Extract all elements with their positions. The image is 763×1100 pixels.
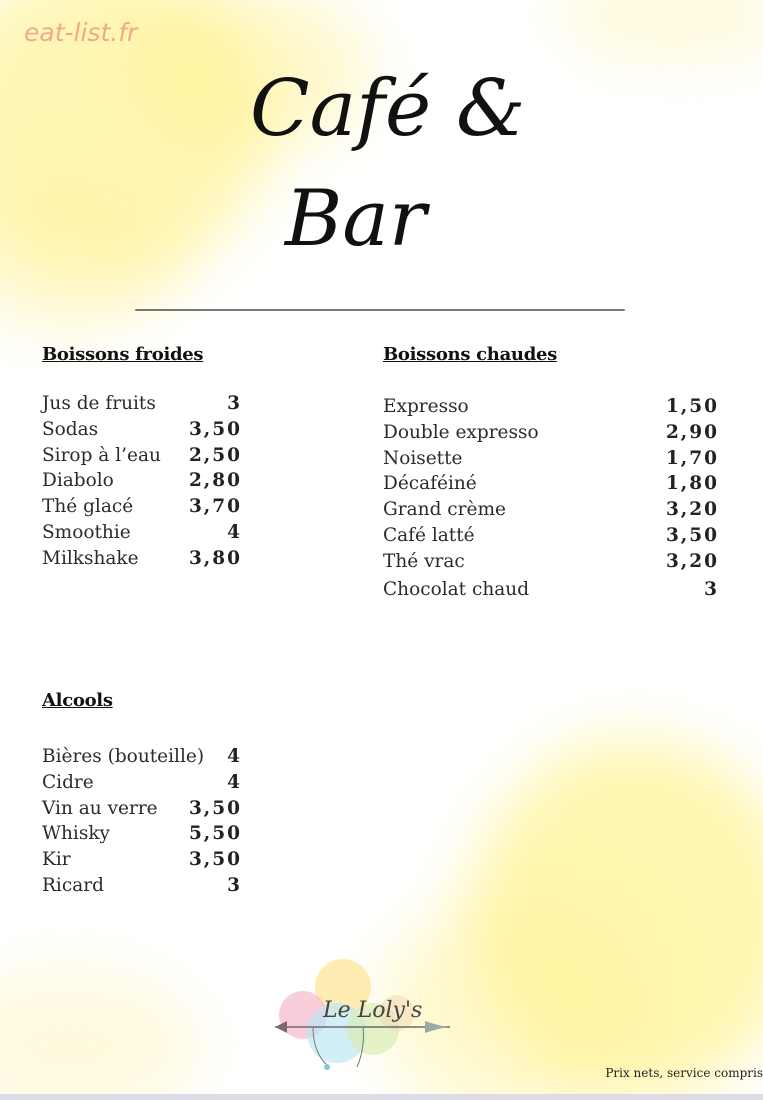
menu-item xyxy=(42,798,242,824)
hot-drinks-list xyxy=(383,396,719,604)
section-heading-hot: Boissons chaudes xyxy=(383,344,557,365)
item-price: 4 xyxy=(227,521,242,543)
item-price: 4 xyxy=(227,746,242,767)
item-name: Thé glacé xyxy=(42,496,134,518)
item-name: Ricard xyxy=(42,874,104,896)
menu-item xyxy=(383,551,719,577)
section-heading-cold: Boissons froides xyxy=(42,344,204,365)
item-name: Vin au verre xyxy=(42,797,158,819)
title-line-1: Café & xyxy=(250,64,526,154)
item-name: Milkshake xyxy=(42,547,139,569)
item-name: Grand crème xyxy=(383,499,506,521)
item-price: 3 xyxy=(227,874,242,896)
item-price: 2,80 xyxy=(188,470,242,492)
item-name: Thé vrac xyxy=(383,550,465,572)
menu-item xyxy=(383,525,719,551)
menu-item xyxy=(42,522,242,548)
watercolor-wash xyxy=(0,970,200,1100)
menu-item xyxy=(42,419,242,445)
alcohol-list xyxy=(42,746,242,901)
page-title xyxy=(230,40,530,270)
menu-item xyxy=(383,396,719,422)
menu-item xyxy=(42,875,242,901)
item-price: 3,50 xyxy=(665,524,719,546)
cold-drinks-list xyxy=(42,393,242,574)
item-price: 3 xyxy=(704,578,719,600)
item-name: Whisky xyxy=(42,823,111,845)
item-price: 3,50 xyxy=(188,797,242,819)
item-name: Sodas xyxy=(42,418,99,440)
item-name: Smoothie xyxy=(42,521,131,543)
item-name: Noisette xyxy=(383,447,463,469)
menu-item xyxy=(42,772,242,798)
item-price: 3,20 xyxy=(665,550,719,572)
menu-item xyxy=(383,448,719,474)
item-price: 1,80 xyxy=(665,473,719,495)
item-price: 3,80 xyxy=(188,547,242,569)
menu-item xyxy=(42,496,242,522)
item-price: 1,50 xyxy=(665,396,719,417)
item-price: 3 xyxy=(227,393,242,414)
section-heading-alcohol: Alcools xyxy=(42,690,113,711)
item-name: Bières (bouteille) xyxy=(42,746,205,767)
site-watermark: eat-list.fr xyxy=(24,18,138,47)
footer-note: Prix nets, service compris xyxy=(605,1066,763,1080)
item-name: Chocolat chaud xyxy=(383,578,530,600)
item-price: 3,70 xyxy=(188,496,242,518)
title-divider xyxy=(135,309,625,311)
item-name: Jus de fruits xyxy=(42,393,156,414)
menu-item xyxy=(42,849,242,875)
menu-item xyxy=(42,548,242,574)
item-price: 3,50 xyxy=(188,849,242,871)
item-price: 4 xyxy=(227,771,242,793)
brand-logo xyxy=(265,955,465,1090)
menu-item xyxy=(42,470,242,496)
menu-item xyxy=(42,823,242,849)
item-price: 3,20 xyxy=(665,499,719,521)
item-price: 5,50 xyxy=(188,823,242,845)
watercolor-wash xyxy=(560,0,763,60)
menu-item xyxy=(42,393,242,419)
item-price: 1,70 xyxy=(665,447,719,469)
menu-item xyxy=(42,746,242,772)
item-price: 2,50 xyxy=(188,444,242,466)
menu-item xyxy=(383,473,719,499)
bottom-bar xyxy=(0,1094,763,1100)
logo-text: Le Loly's xyxy=(323,998,423,1023)
menu-item xyxy=(42,445,242,471)
item-name: Sirop à l’eau xyxy=(42,444,161,466)
item-name: Café latté xyxy=(383,524,475,546)
menu-item xyxy=(383,422,719,448)
menu-item xyxy=(383,579,719,605)
item-name: Kir xyxy=(42,849,71,871)
item-name: Expresso xyxy=(383,396,469,417)
item-name: Cidre xyxy=(42,771,94,793)
title-line-2: Bar xyxy=(285,174,427,264)
item-price: 3,50 xyxy=(188,418,242,440)
item-name: Diabolo xyxy=(42,470,114,492)
item-name: Double expresso xyxy=(383,421,539,443)
menu-item xyxy=(383,499,719,525)
item-name: Décaféiné xyxy=(383,473,477,495)
item-price: 2,90 xyxy=(665,421,719,443)
